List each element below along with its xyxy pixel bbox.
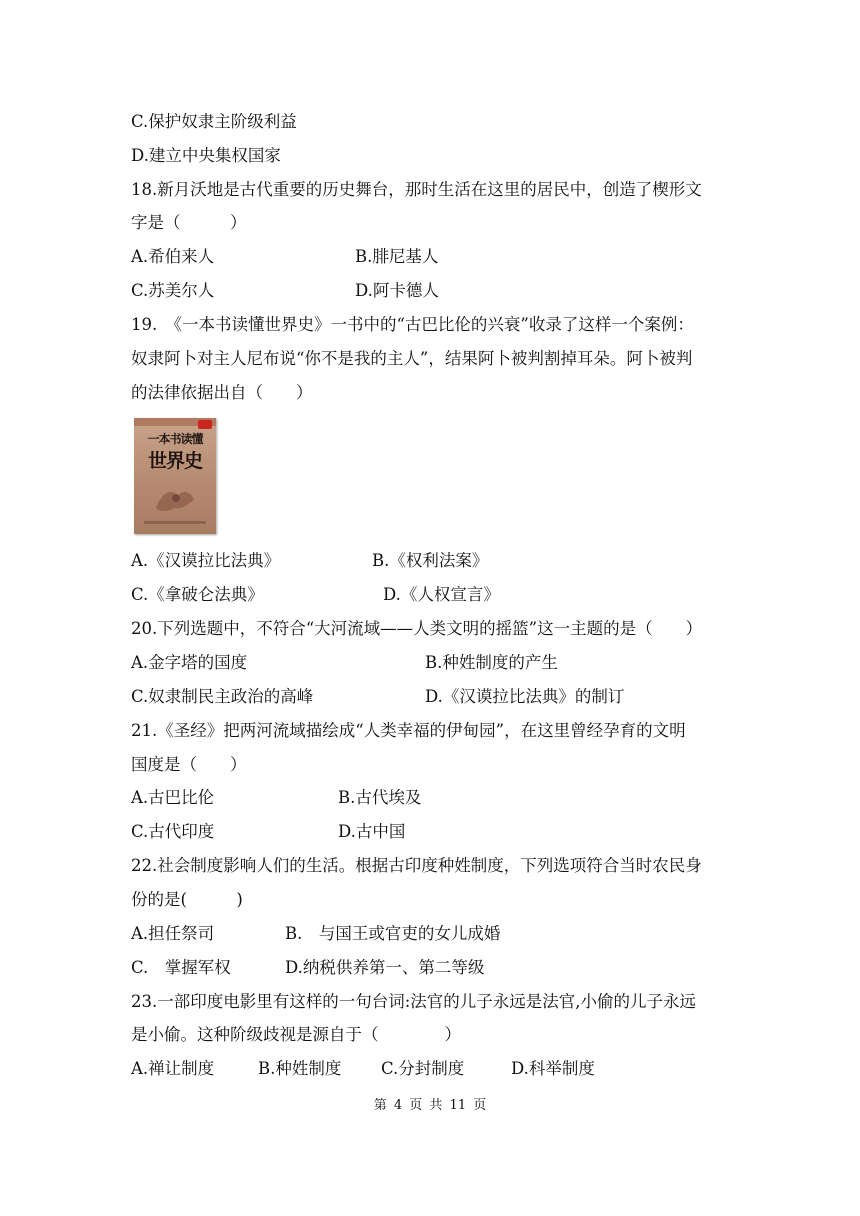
q17-option-c: C.保护奴隶主阶级利益 xyxy=(131,112,297,131)
q22-stem-line-2: 份的是( ) xyxy=(131,890,243,909)
book-cover-illustration xyxy=(152,482,198,514)
book-cover-title-line-2: 世界史 xyxy=(147,450,202,472)
q23-option-a: A.禅让制度 xyxy=(131,1059,215,1078)
q20-option-d: D.《汉谟拉比法典》的制订 xyxy=(425,687,625,706)
q18-option-c: C.苏美尔人 xyxy=(131,281,215,300)
q20-option-c: C.奴隶制民主政治的高峰 xyxy=(131,687,314,706)
q23-option-b: B.种姓制度 xyxy=(258,1059,342,1078)
q21-option-c: C.古代印度 xyxy=(131,822,215,841)
q19-stem-line-2: 奴隶阿卜对主人尼布说“你不是我的主人”，结果阿卜被判割掉耳朵。阿卜被判 xyxy=(131,349,693,368)
q22-option-d: D.纳税供养第一、第二等级 xyxy=(285,958,485,977)
q18-option-a: A.希伯来人 xyxy=(131,247,215,266)
q20-stem-line-1: 20.下列选题中，不符合“大河流域——人类文明的摇篮”这一主题的是（ ） xyxy=(131,619,703,638)
q23-stem-line-1: 23.一部印度电影里有这样的一句台词:法官的儿子永远是法官,小偷的儿子永远 xyxy=(131,992,697,1011)
q22-option-b: B. 与国王或官吏的女儿成婚 xyxy=(285,924,501,943)
q22-stem-line-1: 22.社会制度影响人们的生活。根据古印度种姓制度，下列选项符合当时农民身 xyxy=(131,856,702,875)
q22-option-a: A.担任祭司 xyxy=(131,924,215,943)
q18-option-d: D.阿卡德人 xyxy=(355,281,439,300)
page-footer: 第 4 页 共 11 页 xyxy=(373,1098,487,1113)
q23-option-d: D.科举制度 xyxy=(511,1059,595,1078)
book-cover-image xyxy=(134,418,216,534)
q21-stem-line-2: 国度是（ ） xyxy=(131,755,247,774)
q19-option-c: C.《拿破仑法典》 xyxy=(131,585,264,604)
q21-stem-line-1: 21.《圣经》把两河流域描绘成“人类幸福的伊甸园”，在这里曾经孕育的文明 xyxy=(131,721,686,740)
q17-option-d: D.建立中央集权国家 xyxy=(131,146,281,165)
q19-stem-line-3: 的法律依据出自（ ） xyxy=(131,383,313,402)
book-cover-bottom-text xyxy=(144,521,206,524)
q19-option-a: A.《汉谟拉比法典》 xyxy=(131,551,281,570)
q18-stem-line-1: 18.新月沃地是古代重要的历史舞台，那时生活在这里的居民中，创造了楔形文 xyxy=(131,180,702,199)
q20-option-b: B.种姓制度的产生 xyxy=(425,653,558,672)
book-cover-title-line-1: 一本书读懂 xyxy=(147,432,203,446)
q19-stem-line-1: 19. 《一本书读懂世界史》一书中的“古巴比伦的兴衰”收录了这样一个案例： xyxy=(131,315,694,334)
q18-option-b: B.腓尼基人 xyxy=(355,247,439,266)
q23-option-c: C.分封制度 xyxy=(381,1059,465,1078)
q20-option-a: A.金字塔的国度 xyxy=(131,653,248,672)
q19-option-d: D.《人权宣言》 xyxy=(383,585,500,604)
q21-option-b: B.古代埃及 xyxy=(338,788,422,807)
q18-stem-line-2: 字是（ ） xyxy=(131,213,247,232)
q21-option-d: D.古中国 xyxy=(338,822,406,841)
q23-stem-line-2: 是小偷。这种阶级歧视是源自于（ ） xyxy=(131,1025,461,1044)
q19-option-b: B.《权利法案》 xyxy=(372,551,489,570)
book-cover-badge xyxy=(198,420,212,429)
q21-option-a: A.古巴比伦 xyxy=(131,788,215,807)
q22-option-c: C. 掌握军权 xyxy=(131,958,231,977)
